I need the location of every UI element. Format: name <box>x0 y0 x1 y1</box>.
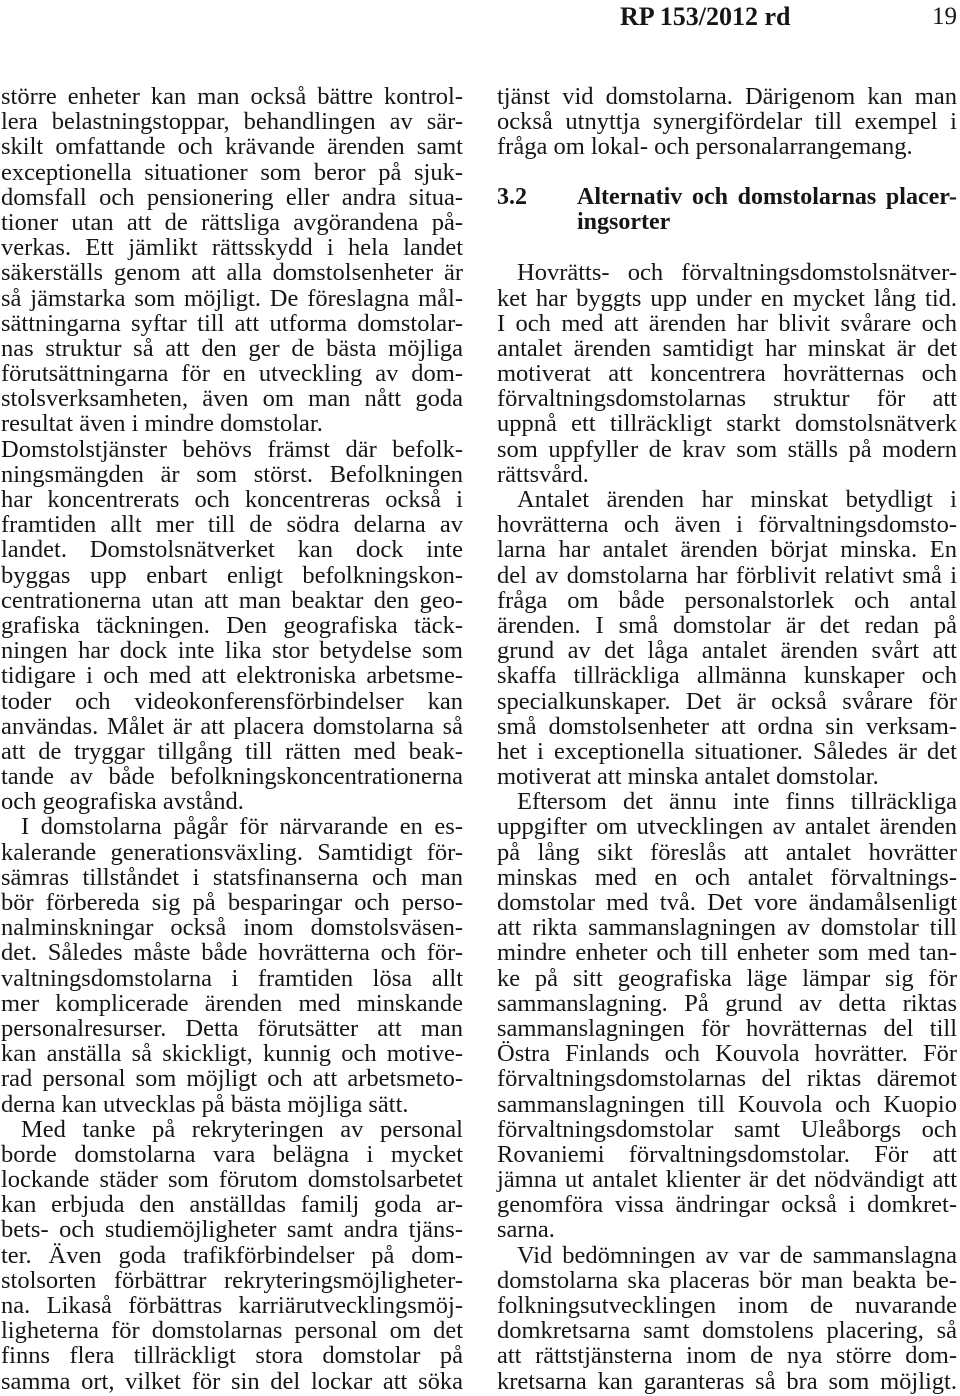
text-line: mindre enheter och till enheter som med tan- <box>497 939 957 967</box>
text-line: resultat även i mindre domstolar. <box>1 410 323 438</box>
text-line: stolsorten förbättrar rekryteringsmöjligheter- <box>1 1266 463 1294</box>
text-line: lera belastningstoppar, behandlingen av sär- <box>1 108 463 136</box>
text-line: användas. Målet är att placera domstolarna så <box>1 712 463 740</box>
text-line: sammanslagningen för hovrätternas del till <box>497 1014 957 1042</box>
text-line: tjänst vid domstolarna. Därigenom kan man <box>497 83 957 110</box>
right-text-column <box>497 84 957 1394</box>
text-line: het i exceptionella situationer. Således är det <box>497 737 957 765</box>
text-line: skilt omfattande och krävande ärenden samt <box>1 133 463 161</box>
text-line: Eftersom det ännu inte finns tillräckliga <box>517 788 957 816</box>
text-line: na. Likaså förbättras karriärutvecklingsmöj- <box>1 1292 463 1319</box>
text-line: säkerställs genom att alla domstolsenheter är <box>1 259 463 287</box>
text-line: landet. Domstolsnätverket kan dock inte <box>1 536 463 564</box>
text-line: Antalet ärenden har minskat betydligt i <box>517 486 957 513</box>
text-line: skaffa tillräckliga allmänna kunskaper och <box>497 662 957 690</box>
text-line: specialkunskaper. Det är också svårare för <box>497 687 957 715</box>
text-line: det. Således måste både hovrätterna och för- <box>1 939 463 967</box>
text-line: framtiden allt mer till de södra delarna av <box>1 511 463 539</box>
text-line: att de tryggar tillgång till rätten med beak- <box>1 737 463 765</box>
text-line: toder och videokonferensförbindelser kan <box>1 687 463 715</box>
page-number: 19 <box>932 3 957 30</box>
paragraph <box>1 437 463 815</box>
text-line: sarna. <box>497 1216 555 1244</box>
text-line: domkretsarna samt domstolens placering, så <box>497 1317 957 1345</box>
text-line: grund av det låga antalet ärenden svårt att <box>497 637 957 665</box>
paragraph <box>497 260 957 487</box>
text-line: som uppfyller de krav som ställs på modern <box>497 435 957 463</box>
text-line: små domstolsenheter att ordna sin verksam- <box>497 712 957 740</box>
section-number: 3.2 <box>497 183 527 210</box>
text-line: Med tanke på rekryteringen av personal <box>21 1115 463 1143</box>
text-line: sämras tillståndet i statsfinanserna och man <box>1 863 463 891</box>
text-line: rad personal som möjligt och att arbetsmeto- <box>1 1065 463 1093</box>
text-line: fråga om lokal- och personalarrangemang. <box>497 133 913 161</box>
text-line: larna har antalet ärenden börjat minska. En <box>497 536 957 564</box>
text-line: exceptionella situationer som beror på sjuk- <box>1 158 463 186</box>
text-line: borde domstolarna vara belägna i mycket <box>1 1140 463 1168</box>
text-line: ärenden. I små domstolar är det redan på <box>497 611 957 639</box>
text-line: Rovaniemi förvaltningsdomstolar. För att <box>497 1140 957 1168</box>
paragraph <box>1 814 463 1116</box>
text-line: samma ort, vilket för sin del lockar att söka <box>1 1367 463 1395</box>
paragraph <box>497 487 957 789</box>
text-line: domstolar med två. Det vore ändamålsenligt <box>497 889 957 916</box>
text-line: sammanslagningen till Kouvola och Kuopio <box>497 1090 957 1118</box>
text-line: fråga om både personalstorlek och antal <box>497 586 957 614</box>
text-line: valtningsdomstolarna i framtiden lösa allt <box>1 964 463 992</box>
section-heading-line <box>497 185 957 210</box>
text-line: verkas. Ett jämlikt rättsskydd i hela landet <box>1 234 463 262</box>
text-line: Östra Finlands och Kouvola hovrätter. För <box>497 1040 957 1068</box>
text-line: ter. Även goda trafikförbindelser på dom- <box>1 1241 463 1269</box>
text-line: Domstolstjänster behövs främst där befolk- <box>1 435 463 463</box>
text-line: förutsättningarna för en utveckling av dom- <box>1 360 463 388</box>
text-line: ke på sitt geografiska läge lämpar sig för <box>497 964 957 992</box>
text-line: centrationerna utan att man beaktar den geo- <box>1 586 463 614</box>
text-line: byggas upp enbart enligt befolkningskon- <box>1 561 463 589</box>
text-line: personalresurser. Detta förutsätter att man <box>1 1014 463 1042</box>
text-line: ningen har dock inte lika stor betydelse som <box>1 637 463 665</box>
text-line: finns flera tillräckligt stora domstolar på <box>1 1342 463 1370</box>
text-line: kan anställa så skickligt, kunnig och motive- <box>1 1040 463 1068</box>
text-line: grafiska täckningen. Den geografiska täck- <box>1 611 463 639</box>
text-line: sättningarna syftar till att utforma domstolar- <box>1 309 463 337</box>
text-line: folkningsutvecklingen inom de nuvarande <box>497 1292 957 1319</box>
document-id: RP 153/2012 rd <box>620 2 791 31</box>
text-line: tidigare i och med att elektroniska arbetsme- <box>1 662 463 690</box>
text-line: ligheterna för domstolarnas personal om det <box>1 1317 463 1345</box>
text-line: förvaltningsdomstolarnas del riktas däremot <box>497 1065 957 1093</box>
text-line: att rikta sammanslagningen av domstolar till <box>497 914 957 942</box>
text-line: på lång sikt föreslås att antalet hovrätter <box>497 838 957 866</box>
spacer <box>497 235 957 260</box>
text-line: lockande städer som förutom domstolsarbetet <box>1 1166 463 1194</box>
section-title-line: Alternativ och domstolarnas placer- <box>577 183 957 210</box>
paragraph <box>1 1117 463 1394</box>
paragraph <box>1 84 463 437</box>
text-line: motiverat att koncentrera hovrätternas och <box>497 360 957 388</box>
spacer <box>497 160 957 185</box>
paragraph <box>497 789 957 1242</box>
text-line: att rättstjänsterna inom de nya större dom- <box>497 1342 957 1370</box>
text-line: nas struktur så att den ger de bästa möjliga <box>1 334 463 362</box>
text-line: I domstolarna pågår för närvarande en es- <box>21 813 463 841</box>
paragraph <box>497 84 957 160</box>
text-line: också utnyttja synergifördelar till exempel i <box>497 108 957 136</box>
text-line: domsfall och pensionering eller andra situa- <box>1 183 463 211</box>
text-line: förvaltningsdomstolarnas struktur för att <box>497 385 957 413</box>
text-line: jämna ut antalet klienter är det nödvändigt att <box>497 1166 957 1194</box>
text-line: bör förbereda sig på besparingar och perso- <box>1 889 463 916</box>
text-line: har koncentrerats och koncentreras också i <box>1 486 463 513</box>
text-line: mer komplicerade ärenden med minskande <box>1 989 463 1017</box>
left-text-column <box>1 84 463 1394</box>
text-line: bets- och studiemöjligheter samt andra tjäns- <box>1 1216 463 1244</box>
text-line: genomföra vissa ändringar också i domkret- <box>497 1191 957 1219</box>
text-line: Vid bedömningen av var de sammanslagna <box>517 1241 957 1269</box>
section-heading <box>497 185 957 235</box>
text-line: tioner utan att de rättsliga avgörandena på- <box>1 208 463 236</box>
text-line: sammanslagning. På grund av detta riktas <box>497 989 957 1017</box>
text-line: hovrätterna och även i förvaltningsdomsto- <box>497 511 957 539</box>
text-line: minskas med en och antalet förvaltnings- <box>497 863 957 891</box>
text-line: del av domstolarna har förblivit relativt små i <box>497 561 957 589</box>
text-line: kretsarna kan garanteras så bra som möjligt. <box>497 1367 957 1395</box>
text-line: nalminskningar också inom domstolsväsen- <box>1 914 463 942</box>
text-line: tande av både befolkningskoncentrationerna <box>1 763 463 791</box>
text-line: större enheter kan man också bättre kontrol- <box>1 83 463 110</box>
text-line: förvaltningsdomstolar samt Uleåborgs och <box>497 1115 957 1143</box>
text-line: uppgifter om utvecklingen av antalet ärenden <box>497 813 957 841</box>
text-line: så jämstarka som möjligt. De föreslagna mål- <box>1 284 463 312</box>
text-line: derna kan utvecklas på bästa möjliga sätt. <box>1 1090 409 1118</box>
text-line: I och med att ärenden har blivit svårare och <box>497 309 957 337</box>
text-line: ningsmängden är som störst. Befolkningen <box>1 460 463 488</box>
text-line: kan erbjuda den anställdas familj goda ar- <box>1 1191 463 1219</box>
paragraph <box>497 1243 957 1394</box>
text-line: domstolarna ska placeras bör man beakta be- <box>497 1266 957 1294</box>
text-line: stolsverksamheten, även om man nått goda <box>1 385 463 413</box>
text-line: och geografiska avstånd. <box>1 788 244 816</box>
text-line: uppnå ett tillräckligt starkt domstolsnätverk <box>497 410 957 438</box>
text-line: motiverat att minska antalet domstolar. <box>497 763 879 791</box>
text-line: Hovrätts- och förvaltningsdomstolsnätver- <box>517 259 957 287</box>
section-heading-line <box>497 210 957 235</box>
section-title-line: ingsorter <box>577 208 671 235</box>
text-line: antalet ärenden samtidigt har minskat är det <box>497 334 957 362</box>
text-line: ket har byggts upp under en mycket lång tid. <box>497 284 957 312</box>
text-line: kalerande generationsväxling. Samtidigt för- <box>1 838 463 866</box>
text-line: rättsvård. <box>497 460 589 488</box>
